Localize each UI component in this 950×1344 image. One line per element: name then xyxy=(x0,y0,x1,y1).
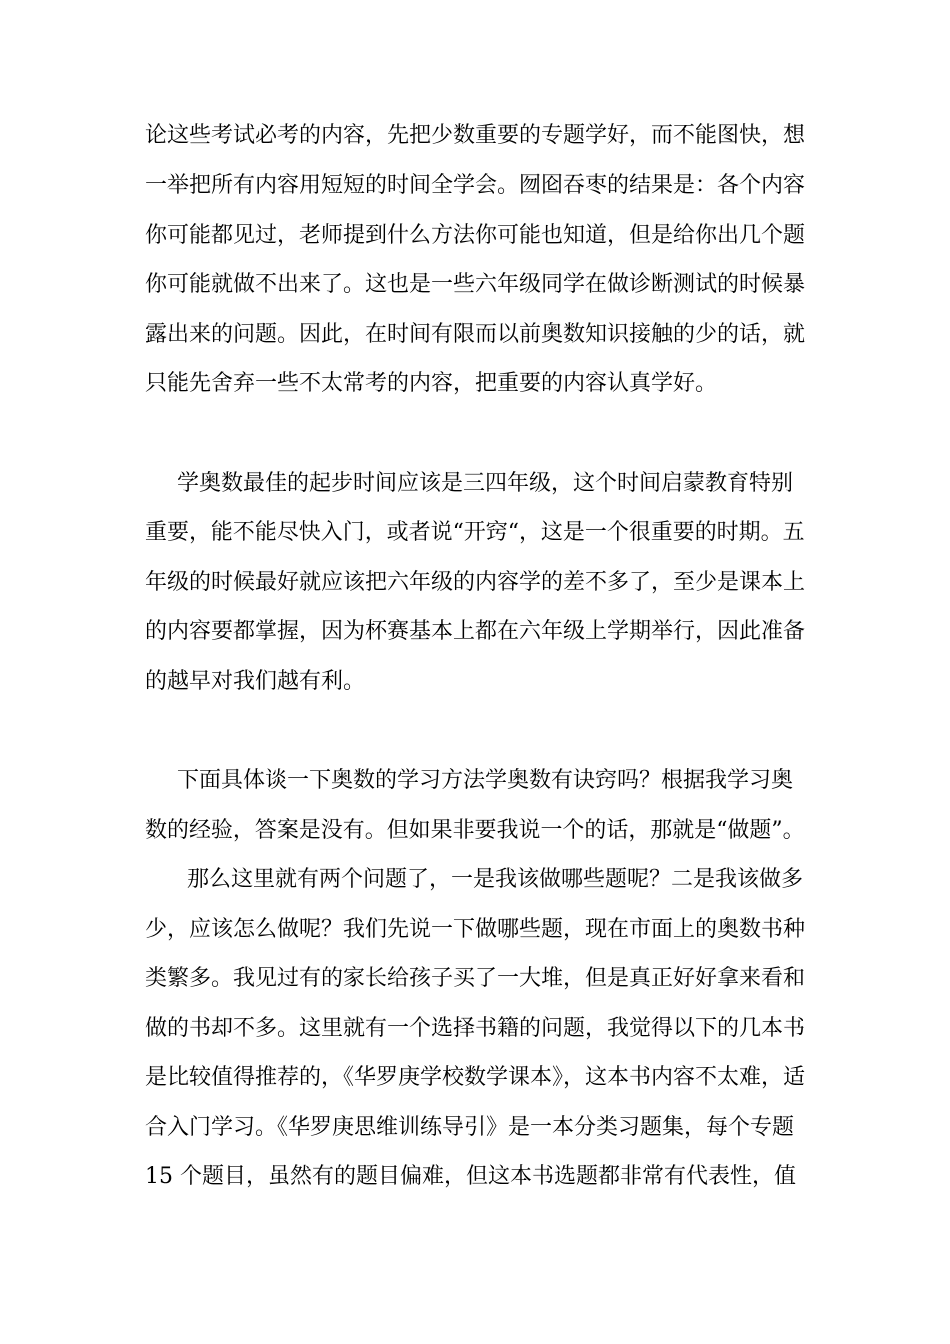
text-line: 年级的时候最好就应该把六年级的内容学的差不多了，至少是课本上 xyxy=(145,570,806,595)
text-line: 那么这里就有两个问题了，一是我该做哪些题呢？二是我该做多 xyxy=(187,867,804,892)
text-line: 露出来的问题。因此，在时间有限而以前奥数知识接触的少的话，就 xyxy=(145,322,806,347)
text-line: 下面具体谈一下奥数的学习方法学奥数有诀窍吗？根据我学习奥 xyxy=(177,768,794,793)
text-line: 论这些考试必考的内容，先把少数重要的专题学好，而不能图快，想 xyxy=(145,123,806,148)
text-line: 合入门学习。《华罗庚思维训练导引》是一本分类习题集，每个专题 xyxy=(145,1115,795,1140)
text-line: 只能先舍弃一些不太常考的内容，把重要的内容认真学好。 xyxy=(145,371,718,396)
text-line: 类繁多。我见过有的家长给孩子买了一大堆，但是真正好好拿来看和 xyxy=(145,966,806,991)
text-line: 的越早对我们越有利。 xyxy=(145,669,366,694)
text-line: 你可能就做不出来了。这也是一些六年级同学在做诊断测试的时候暴 xyxy=(145,272,806,297)
text-line: 你可能都见过，老师提到什么方法你可能也知道，但是给你出几个题 xyxy=(145,223,806,248)
text-line: 的内容要都掌握，因为杯赛基本上都在六年级上学期举行，因此准备 xyxy=(145,619,806,644)
text-line: 15 个题目，虽然有的题目偏难，但这本书选题都非常有代表性，值 xyxy=(145,1164,796,1189)
text-line: 一举把所有内容用短短的时间全学会。囫囵吞枣的结果是：各个内容 xyxy=(145,173,806,198)
text-line: 是比较值得推荐的，《华罗庚学校数学课本》，这本书内容不太难，适 xyxy=(145,1065,806,1090)
text-line: 重要，能不能尽快入门，或者说“开窍“，这是一个很重要的时期。五 xyxy=(145,520,805,545)
text-line: 少，应该怎么做呢？我们先说一下做哪些题，现在市面上的奥数书种 xyxy=(145,917,806,942)
text-line: 学奥数最佳的起步时间应该是三四年级，这个时间启蒙教育特别 xyxy=(177,471,794,496)
text-line: 数的经验，答案是没有。但如果非要我说一个的话，那就是“做题”。 xyxy=(145,818,805,843)
text-line: 做的书却不多。这里就有一个选择书籍的问题，我觉得以下的几本书 xyxy=(145,1016,806,1041)
